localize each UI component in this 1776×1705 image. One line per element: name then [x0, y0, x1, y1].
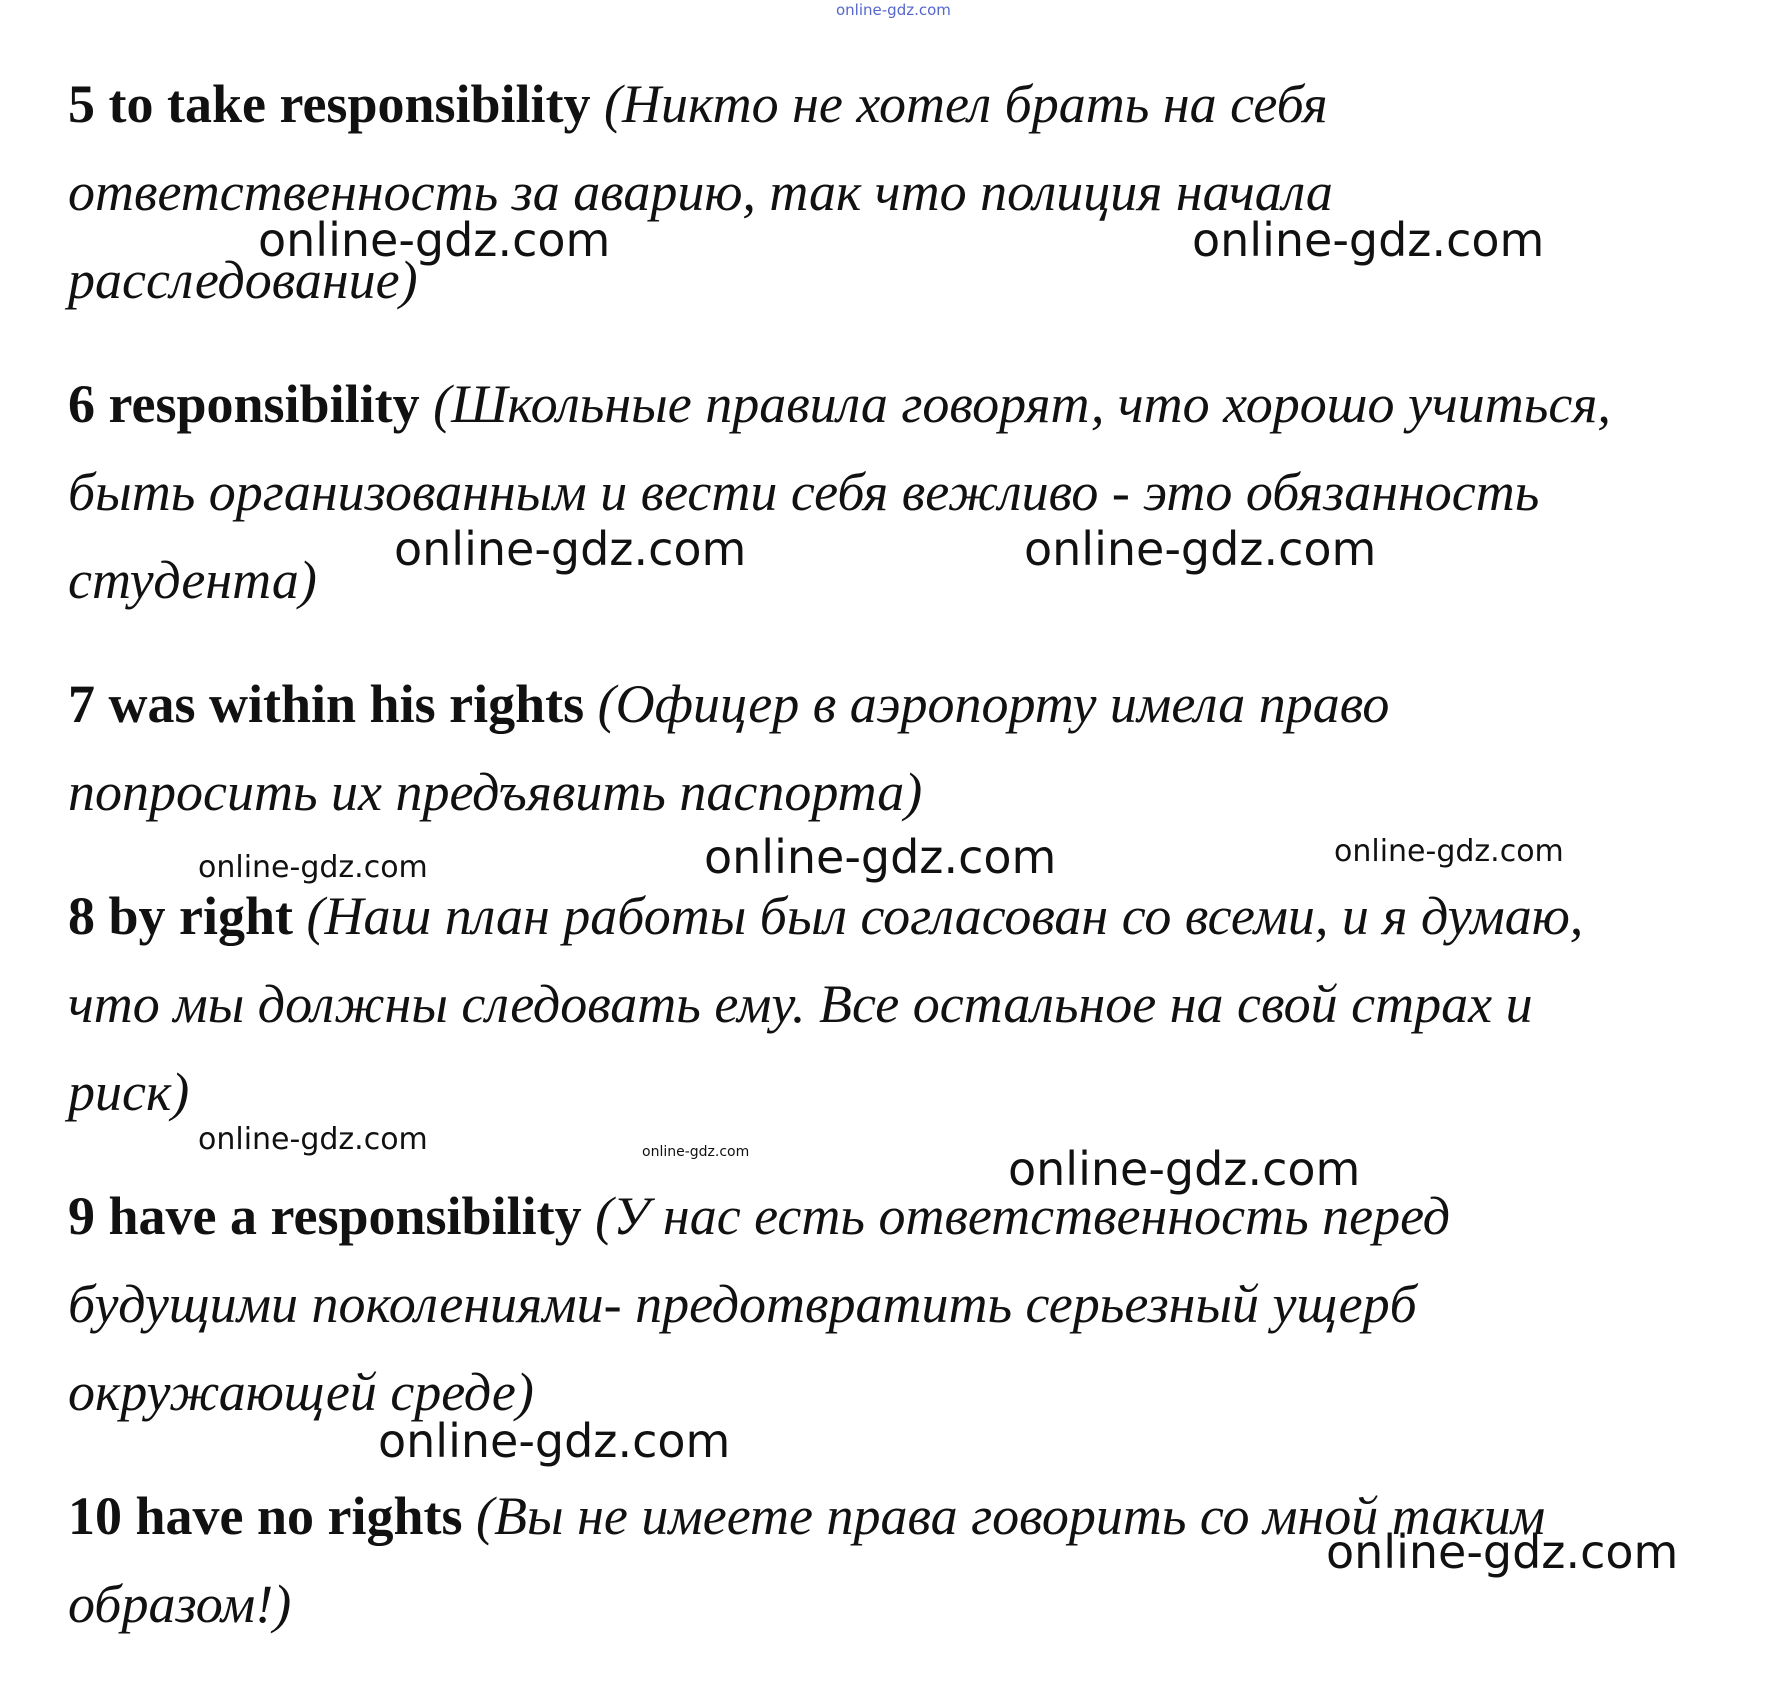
item-8-line-1 [68, 884, 1583, 948]
watermark: online-gdz.com [1008, 1142, 1361, 1196]
item-6-translation-3: студента) [68, 550, 317, 610]
item-10-line-1 [68, 1484, 1545, 1548]
item-6-translation-1: (Школьные правила говорят, что хорошо учиться, [433, 374, 1611, 434]
item-5-term: 5 to take responsibility [68, 74, 591, 134]
item-8-translation-3: риск) [68, 1062, 190, 1122]
top-watermark: online-gdz.com [836, 1, 951, 19]
item-8-translation-2: что мы должны следовать ему. Все остальное на свой страх и [68, 974, 1533, 1034]
watermark: online-gdz.com [378, 1414, 731, 1468]
item-9-translation-1: (У нас есть ответственность перед [595, 1186, 1451, 1246]
item-9-term: 9 have a responsibility [68, 1186, 582, 1246]
item-6-translation-2: быть организованным и вести себя вежливо - это обязанность [68, 462, 1540, 522]
item-10-term: 10 have no rights [68, 1486, 463, 1546]
item-5-translation-2: ответственность за аварию, так что полиция начала [68, 162, 1333, 222]
item-6-line-1 [68, 372, 1611, 436]
watermark: online-gdz.com [1334, 834, 1564, 869]
item-9-translation-3: окружающей среде) [68, 1362, 534, 1422]
watermark: online-gdz.com [394, 522, 747, 576]
watermark: online-gdz.com [198, 1122, 428, 1157]
item-5-translation-1: (Никто не хотел брать на себя [604, 74, 1328, 134]
watermark: online-gdz.com [1326, 1525, 1679, 1579]
watermark: online-gdz.com [1192, 213, 1545, 267]
item-8-term: 8 by right [68, 886, 294, 946]
watermark: online-gdz.com [642, 1144, 750, 1160]
item-7-translation-2: попросить их предъявить паспорта) [68, 762, 923, 822]
item-5-line-1 [68, 72, 1328, 136]
watermark: online-gdz.com [1024, 522, 1377, 576]
item-6-term: 6 responsibility [68, 374, 420, 434]
watermark: online-gdz.com [198, 850, 428, 885]
item-10-translation-1: (Вы не имеете права говорить со мной таким [476, 1486, 1546, 1546]
item-8-translation-1: (Наш план работы был согласован со всеми, и я думаю, [306, 886, 1584, 946]
watermark: online-gdz.com [258, 213, 611, 267]
item-5-translation-3: расследование) [68, 250, 418, 310]
item-7-term: 7 was within his rights [68, 674, 585, 734]
item-7-translation-1: (Офицер в аэропорту имела право [597, 674, 1390, 734]
item-9-translation-2: будущими поколениями- предотвратить серьезный ущерб [68, 1274, 1417, 1334]
item-7-line-1 [68, 672, 1389, 736]
item-10-translation-2: образом!) [68, 1574, 292, 1634]
watermark: online-gdz.com [704, 830, 1057, 884]
